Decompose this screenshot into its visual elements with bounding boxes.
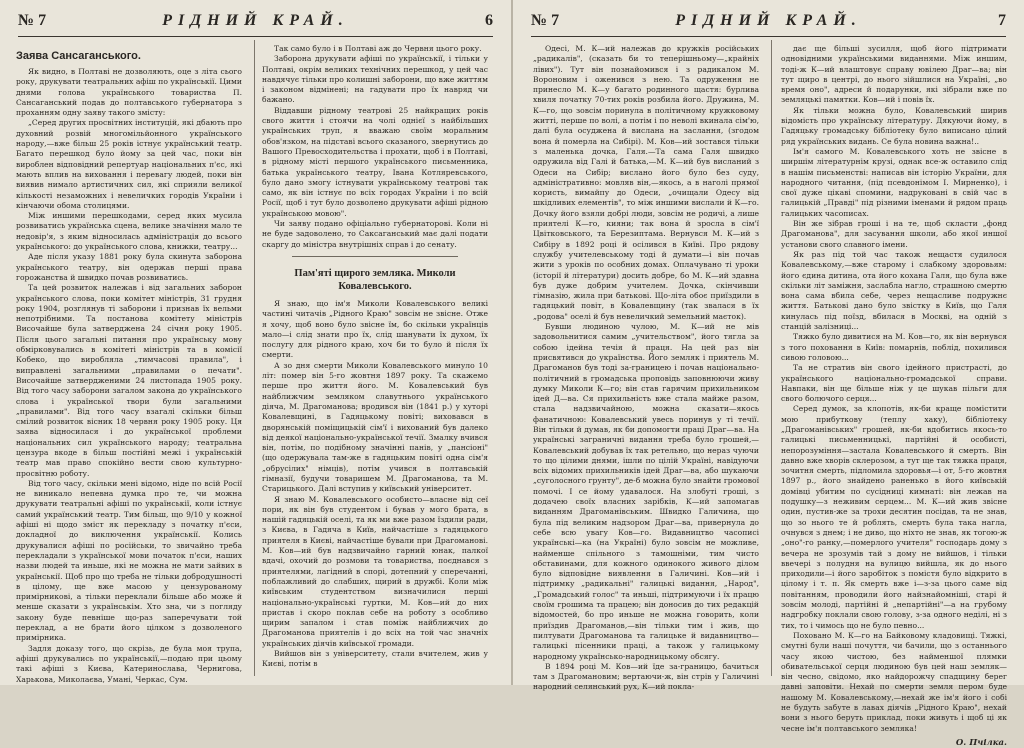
header-rule [18,36,493,37]
paragraph: Як раз під той час також нещастя судилося Ковалевському,—вже старому і слабкому здоровьям: його єдина дитина, ота його кохана Галя, що була вже скільки літ заміжня, заслабла нагло, страшною смертю вона сама вбила себе, через нещасливе подружнє життя. Батькові дано було звістку в Київ, що Галя кинулась під поїзд, вбилася в Москві, на одній з станцій залізниці... [781,249,1007,332]
paragraph: Тяжко було дивитися на М. Ков—го, як він вернувся з того поховання в Київ: помарнів, поблід, похилився сивою головою... [781,332,1007,362]
paragraph: Віддавши рідному театрові 25 найкращих років свого життя і стоячи на чолі однієї з найбільших українських труп, я вважаю своїм моральним обов'язком, на підставі всього сказаного, звернутись до Вашого Превосходительства і прохати, щоб і в Полтаві, в рідному місті першого українського письменника, батька українського театру, Івана Котляревського, було дано змогу істнувати українському театрові так само, як він істнує по всіх городах України і по всій Росії, щоб і тут було дозволено друкувати афіші рідною українською мовою". [262,105,488,218]
paragraph: В 1894 році М. Ков—ий їде за-границю, бачиться там з Драгомановим; вертаючи-ж, він стрів у Галичині народний селянський рух, К—ий покла- [533,661,759,692]
right-column-1 [533,44,759,692]
left-page-header [18,12,493,34]
paragraph: Ім'я самого М. Ковалевського хоть не звісне в ширшім літературнім крузі, однак все-ж оставило слід в нашім письменстві: написав він історію України, для народного читання, (під псевдонімом І. Мирненко), і свої дуже цікаві спомини, надруковані в свій час в галицькій „Правді" під різними іменами й рядом праць галицьких часописах. [781,146,1007,218]
left-column-1 [16,44,242,684]
right-column-2 [781,44,1007,748]
paragraph: Я знаю, що ім'я Миколи Ковалевського великі частині читачів „Рідного Краю" зовсім не звісне. Отже я хочу, щоб воно було звісне їм, бо скільки українців мало—і слід знати про їх, слід шанувати їх духом, їх послугу для рідного краю, хоч би то було й після їх смерти. [262,298,488,360]
paragraph: Так само було і в Полтаві аж до Червня цього року. [274,44,482,53]
left-column-2 [262,44,488,676]
author-signature: О. Пчілка. [955,737,1007,748]
paragraph: Чи заяву подано офіціально губернаторові. Коли ні не буде задоволено, то Саксаганський має далі подати скаргу до міністра внутрішніх справ і до сенату. [262,219,488,249]
paragraph: Між иншими перешкодами, серед яких мусила розвиватись українська сцена, велике значіння мало те недовір'я, з яким відносилась адміністрація до всього українського: до українського слова, книжки, театру... [16,211,242,252]
right-page-header [531,12,1006,34]
section-separator [292,256,458,257]
paragraph: Серед думок, за клопотів, як-би краще помістити мою прибуткову (теплу хаку), бібліотеку „Драгоманівських" грошей, як-би вдобитись якось-то галицькі письменницькі, партійні й особисті, непорозуміння—застала Ковалевського й смерть. Він давно вже хворів склерозом, а тут ще так тяжка праця, зочитня смерть, підломила здоровья—і от, 5-го жовтня 1897 р., його знайдено раненько в його київській домівці убитим по сусідниці кимнаті: він лежав на подушку—з неживим серцем... М. К—ий жив звісне один, пустив-же за трохи десятин посідав, та не знав, що зо нього те й роблять, смерть була така нагла, очнувся з днем; і не диво, що ніхто не знав, як тогою-ж „оно"-го ранку,—померлого учителя" господарь дому з вечера не зрозумів тай з дому не вийшов, і тільки ввечері з полудня на вулицю вийшла, як до нього приходили—і його заробіток з помістя було відкрито в цілому і т. п. Як смерть вже і—з-за цього саме від повітанням, проводили його найзнайомніші, старі й зовсім молоді, партійні й „непартійні"—а на грубому надгробку поклали свою голову, з-за одного неділі, ні з тих, то і чимось що не було певно... [781,404,1007,630]
paragraph: Вийшов він з університету, стали вчителем, жив у Києві, потім в [262,649,488,669]
paragraph: Аде після указу 1881 року була скинута заборона українського театру, він одержав перші права горожанства й швидко почав розвиватись. [16,252,242,282]
paragraph: Від того часу, скільки мені відомо, ніде по всій Росії не виникало непевна думка про те, чи можна друкувати театральні афіші по українськії, коли істнує самий український театр. Тим більш, що 9/10 у кожної афіші ні щодо зміст як перекладу з початку п'єси, докладної до виключення українськії. Колись друкувалися афіші по російськи, то звичайно треба перекладали з української мови початок п'єси, наших назви людей та иньше, які не можна не мати зайвих в українськії. Щоб про що треба не тільки добродушності в цілому, ще вже масою у цензурованому примірникові, а тільки переклали більше або може й менше сказати з українськім. Хто зна, чи з погляду закону буде певніше що-раз заперечувати той переклад, а не брати його цілком з дозволеного примірника. [16,478,242,643]
paragraph: Та не стратив він свого ідейного пристрасті, до українського національно-громадської справи. Навпаки, він ще більше ніж у це шукав пільги для свого болючого серця... [781,363,1007,404]
paragraph: Я знаю М. Ковалевського особисто—власне від сеї пори, як він був студентом і бував у мого брата, в нашій гадяцькій оселі, та як ми вже разом їздили ради, з Києва, в Гадяча в Київ, найчастіше з гадяцького приятеля в Києві, найчастіше бували при Драгоманові. М. Ков—ий був надзвичайно гарний юнак, палкої вдачі, охочий до розмови та товариства, поєднався з приятелями, лагідний в спорі, дотепний у сперечанні, поблажливий до слабших, щирий в дружбі. Коли між київським студентством визначилися перші національно-українські гуртки, М. Ков—ий до них пристав і скоро поклав себе на роботу з особливо щирим запалом і став поміж найближчих до Драгоманова приятелів і до всіх на той час значніх українських діячів київської громади. [262,494,488,648]
paragraph: дає ще більші зусилля, щоб його підтримати одновідними українськими виданнями. Між иншим, тоді-ж К—ий влаштовує справу ювілею Драг—ва; він тут щиро в центрі, до нього зійшлися на Україні, „во время оно", адреси й подарунки, які зібрали вже по земляцькі памятки. Ков—ий і повів їх. [781,44,1007,105]
left-page [0,0,513,685]
paragraph: А зо дня смерти Миколи Ковалевського минуло 10 літ: помер він 5-го жовтня 1897 року. Та скажемо перше про життя його. М. Ковалевський був найближчим земляком славутнього українського діяча, М. Драгоманова; вродився він (1841 р.) у хуторі Ковалевщині, в Гадяцькому повіті; виховався в дворянській поміщицькій сім'ї і вихований був далеко від деякої національно-української течії. Змалку вчився він, потім, по подібному значінні панів, у „пансіоні" (що одержувала там-же в гадяцьким повіті одна сім'я „обрусілих" німців), потім учився в полтавській гімназії, будучи товаришем М. Драгоманова, та М. Старицького. Далі вступив у київський університет. [262,360,488,494]
paragraph: „Серед других просвітних інституцій, які дбають про духовний розвій многомільйонного українського народу,—вже більш 25 років істнує український театр. Багато перешкод було йому за цей час, поки він вироблен відповідний репертуар національних п'єс, які мають вплив на виховання і перевагу людей, поки він виявив нимало артистичних сил, які сприяли великої кількості незаможних і невеличких городів України і кінчаючи обома столицями. [16,118,242,210]
paragraph: Бувши людиною чулою, М. К—ий не мів задовольнитися самим „учительством", його тягла за собою ідейна течія й праця. На цей раз він присвятився до українства. Його земляк і приятель М. Драгоманов був тоді за-границею і почав національно-політичний в громадська проповідь заповнюючи живу думку Миколи К—го; він став гарячим прихильником ідей Д—ва. Ся прихильність вже стала майже разом, стала надзвичайною, можна сказати—якось фанатичною: Ковалевський увесь поринув у ті течії. Він тільки й думав, як би допомогти праці Драг—ва. На українські заграничні видання треба було грошей,—Ковалевський добував їх так ретельно, що нераз чуючи то що цілими днями, ішли по цілій Україні, навідуючи всіх відомих прихильників ідей Драг—ва, або шукаючи „суголосного грунту", де-б можна було знайти громової помочі. І се йому удавалося. На злобуті гроші, з додачею своїх власних зарібків, К—ий запомагав виданням Драгоманівським. Швидко Галичина, що була під великим надзором Драг—ва, привернула до себе всю увагу Ков—го. Видавництво часописі українські—ка (на Україні) було зовсім не можливе, найменше спільного з тамошніми, тим чисто обставинами, для кожного одинокого живого ділом було відповідне виявлення в Галичині. Ков—ий і підтримку „радикальні" галицькі видання, „Народ", „Громадський голос" та иньші, підтримуючи і їх працю своїм грошима та працею; він доносив до тих редакцій відомостей, бо про иньше не можна говорить, коли приїздив Драгоманов,—він тільки тим і жив, що пилтувати Драгоманова та галицьке й видавництво—галицькі пісенники праці, а також у галицькому народному українсько-народницькому обсягу. [533,322,759,661]
header-rule [531,36,1006,37]
issue-number: № 7 [531,12,560,29]
paragraph: Та цей розвиток належав і від загальних заборон українського слова, поки комітет міністрів, 31 грудня року 1904, розглянув ті заборони і признав їх вельми непотрібними. Та постанова комітету міністрів Височайше була затверджена 24 січня року 1905. Після цього загальні питання про українську мову обмірковувались в комітеті міністрів та в комісії Кобеко, що виробляла „тимчасові правила", і виправлені загальними „правилами о печати". Височайше затвердженими 24 листопада 1905 року. Від того часу заборони загалом закона до українського слова і української твори були загальними „правилами". Від того часу взагалі скільки більш смілий розвиток вісник 18 червня року 1905 року. Ця заява відносилася і до української проблеми національних сил українського народу; театральна цензура вкоде в більш постійні межі і українській театр мав право спокійно вести свою культурно-просвітню роботу. [16,283,242,478]
paragraph: Заборона друкувати афіші по українськії, і тільки у Полтаві, окрім великих технічних перешкод, у цей час навдячує тільки про колишні заборони, що вже життям і законом відмінені; на гадувати про їх навряд чи бажано. [262,54,488,105]
page-number: 6 [485,12,493,29]
paragraph: Як тільки можна було, Ковалевський ширив відомість про українську літературу. Дякуючи йому, в Гадяцьку громадську бібліотеку було виписано цілий ряд українських видань. Се була новина важна!.. [781,105,1007,146]
paragraph: Як видно, в Полтаві не дозволяють, оце з літа сього року, друкувати театральних афіш по українськії. Цими днями голова українського товариства П. Сансаганський подав до полтавського губернатора з проханням одну заяву такого змісту: [16,67,242,118]
paragraph: Він же зібрав гроші і на те, щоб скласти „фонд Драгоманова", для засування школи, або якої иншої установи свого славного імени. [781,219,1007,249]
column-divider [254,40,255,676]
page-number: 7 [998,12,1006,29]
paragraph: Поховано М. К—го на Байковому кладовищі. Тяжкі, смутні були наші почуття, чи бачили, що з останнього часу якою чистою, без найменшої плямки обивательської серця людиною був цей наш земляк—він чесно, свідомо, яко найдорожчу спадщину берег давні заповіти. Нехай по смерти земля пером буде нашому М. Ковалевському,—нехай же ім'я його і собі не будуть забуте в лавах діячів „Рідного Краю", нехай вони з нього беруть приклад, поки живуть і щоб ці як чесне ім'я полтавського земляка! [781,630,1007,733]
paragraph: Одесі, М. К—ий належав до кружків російських „радикалів", (сказать би то теперішньому—„крайніх лівих"). Тут він познайомився і з радикалом М. Вороновим і оженився з нею. Та одруження не принесло М. К—у багато родинного щастя: бурлива хвиля початку 70-тих років розбила його. Дружина, М. К—го, що зовсім поринула в політичному кружковому житті, перше по волі, а потім і по неволі вкинала сім'ю, далі була осуджена й вислана на заслання, (згодом вона й померла на Сибірі). М. Ков—ий зостався тільки з маленька дочка, Галя.—Та сама Галя швидко одружила від Галі й батька,—М. К—ий був висланий з Одеси на Сибір; вислано його було без суду, адміністративно: мовляв він,—якось, а в наголі прямої користь, вимайпу до Одеси, „очищали Одесу від шкідливих елементів", то між иншими вислали й К—го. Дочку його взяли добрі люди, зовсім не родичі, а лише приятелі К—го, кияни; так вона й зросла в сім'ї Цвітковського, та Березиптама. Вернувся М. К—ий з Сибіру в 1892 році й осілився в Київі. Про рядову службу учителевському тоді й думати—і він почав жити з уроків по особних домах. Оплачувано ті уроки (історії й літератури) досить добре, бо М. К—ий здавна був дуже добрим учителем. Дочка, скінчивши гімназію, жила при батькові. Що-літа обоє приїздили в гадяцький повіт, в Ковалевщину (так звалася в їх „родова" оселі й був невеличкий земельний маєток). [533,44,759,321]
column-divider [771,40,772,676]
masthead-title: РІДНИЙ КРАЙ. [675,12,862,29]
paragraph: Задля доказу того, що скрізь, де була моя трупа, афіші друкувались по українськії,—подаю при цьому такі афіші з Києва, Катеринослава, Чернигова, Харькова, Миколаєва, Умані, Черкас, Сум. [16,643,242,684]
masthead-title: РІДНИЙ КРАЙ. [162,12,349,29]
issue-number: № 7 [18,12,47,29]
right-page [513,0,1024,748]
article-heading: Заява Сансаганського. [16,50,141,62]
article-heading: Пам'яті щирого земляка. Миколи Ковалевського. [294,267,456,292]
